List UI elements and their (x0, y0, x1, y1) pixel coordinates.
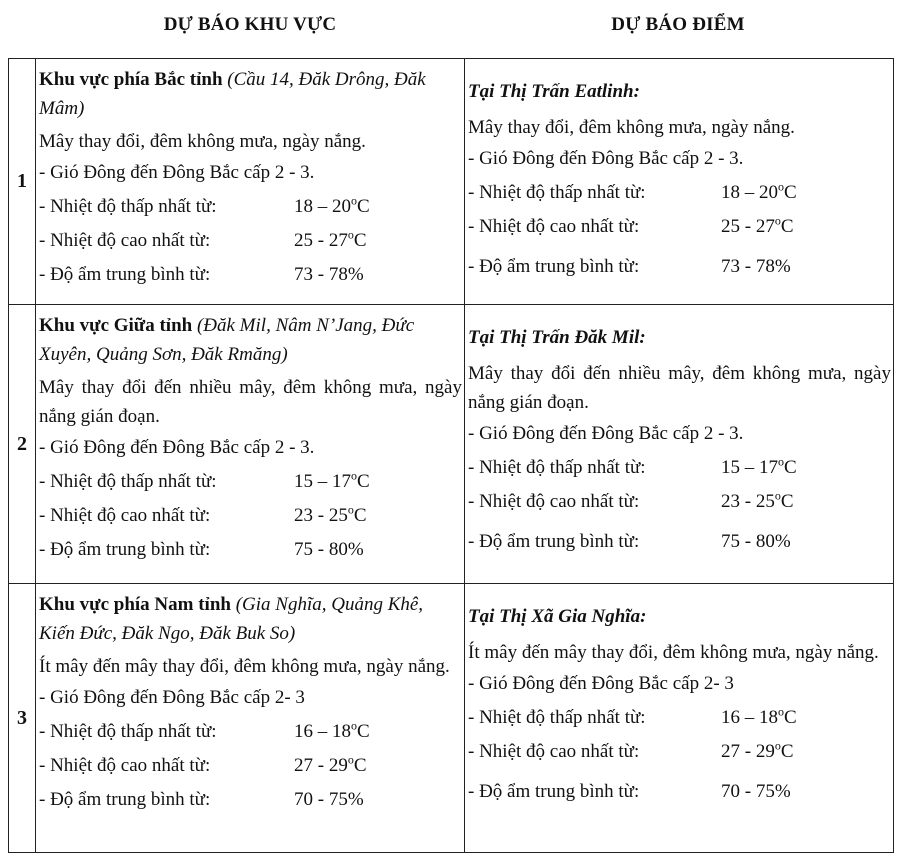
wind-line: - Gió Đông đến Đông Bắc cấp 2 - 3. (39, 437, 315, 458)
humidity-label: - Độ ẩm trung bình từ: (39, 264, 211, 285)
min-temp-line (39, 715, 462, 749)
max-temp-label: - Nhiệt độ cao nhất từ: (468, 741, 640, 762)
humidity-line (39, 533, 462, 567)
region-title (39, 590, 462, 648)
wind-line: - Gió Đông đến Đông Bắc cấp 2 - 3. (468, 148, 744, 169)
sky-description: Mây thay đổi, đêm không mưa, ngày nắng. (39, 131, 366, 152)
min-temp-line (468, 176, 891, 210)
min-temp-value: 16 – 18$^o$C (294, 718, 370, 742)
sky-description: Ít mây đến mây thay đổi, đêm không mưa, ngày nắng. (39, 656, 450, 677)
sky-description: Mây thay đổi đến nhiều mây, đêm không mưa, ngày nắng gián đoạn. (468, 363, 891, 413)
humidity-label: - Độ ẩm trung bình từ: (468, 531, 640, 552)
location-title: Tại Thị Trấn Đăk Mil: (468, 327, 646, 348)
point-forecast-cell (465, 305, 894, 584)
max-temp-line (39, 499, 462, 533)
region-title (39, 65, 462, 123)
forecast-table (8, 58, 894, 853)
max-temp-value: 25 - 27$^o$C (294, 227, 367, 251)
min-temp-label: - Nhiệt độ thấp nhất từ: (468, 457, 646, 478)
max-temp-value: 27 - 29$^o$C (721, 738, 794, 762)
region-name: Khu vực phía Nam tỉnh (39, 594, 231, 615)
min-temp-line (468, 451, 891, 485)
min-temp-label: - Nhiệt độ thấp nhất từ: (39, 471, 217, 492)
humidity-line (468, 769, 891, 809)
max-temp-value: 23 - 25$^o$C (721, 488, 794, 512)
humidity-label: - Độ ẩm trung bình từ: (468, 256, 640, 277)
max-temp-label: - Nhiệt độ cao nhất từ: (468, 491, 640, 512)
max-temp-value: 25 - 27$^o$C (721, 213, 794, 237)
max-temp-line (39, 224, 462, 258)
min-temp-line (468, 701, 891, 735)
region-name: Khu vực Giữa tỉnh (39, 315, 193, 336)
humidity-line (39, 783, 462, 817)
humidity-label: - Độ ẩm trung bình từ: (468, 781, 640, 802)
location-title: Tại Thị Trấn Eatlinh: (468, 81, 640, 102)
min-temp-value: 18 – 20$^o$C (721, 179, 797, 203)
sky-description: Mây thay đổi đến nhiều mây, đêm không mưa, ngày nắng gián đoạn. (39, 377, 462, 427)
min-temp-line (39, 465, 462, 499)
sky-description: Mây thay đổi, đêm không mưa, ngày nắng. (468, 117, 795, 138)
humidity-value: 73 - 78% (294, 264, 364, 285)
humidity-value: 75 - 80% (294, 539, 364, 560)
region-title (39, 311, 462, 369)
humidity-label: - Độ ẩm trung bình từ: (39, 789, 211, 810)
sky-description: Ít mây đến mây thay đổi, đêm không mưa, ngày nắng. (468, 642, 879, 663)
area-forecast-cell (36, 305, 465, 584)
wind-line: - Gió Đông đến Đông Bắc cấp 2- 3 (39, 687, 305, 708)
min-temp-value: 15 – 17$^o$C (294, 468, 370, 492)
max-temp-line (468, 210, 891, 244)
min-temp-line (39, 190, 462, 224)
point-forecast-header: DỰ BÁO ĐIỂM (611, 14, 745, 35)
max-temp-label: - Nhiệt độ cao nhất từ: (39, 755, 211, 776)
humidity-value: 75 - 80% (721, 531, 791, 552)
max-temp-value: 27 - 29$^o$C (294, 752, 367, 776)
table-row (9, 59, 894, 305)
humidity-value: 70 - 75% (294, 789, 364, 810)
point-forecast-cell (465, 584, 894, 853)
area-forecast-cell (36, 59, 465, 305)
min-temp-label: - Nhiệt độ thấp nhất từ: (468, 182, 646, 203)
wind-line: - Gió Đông đến Đông Bắc cấp 2 - 3. (468, 423, 744, 444)
point-forecast-cell (465, 59, 894, 305)
min-temp-value: 15 – 17$^o$C (721, 454, 797, 478)
table-headers (0, 14, 900, 48)
region-districts: (Đăk Mil, Nâm N’Jang, Đức Xuyên, Quảng Sơn, Đăk Rmăng) (39, 315, 415, 365)
min-temp-label: - Nhiệt độ thấp nhất từ: (468, 707, 646, 728)
min-temp-label: - Nhiệt độ thấp nhất từ: (39, 721, 217, 742)
region-districts: (Gia Nghĩa, Quảng Khê, Kiến Đức, Đăk Ngo, Đăk Buk So) (39, 594, 424, 644)
location-title: Tại Thị Xã Gia Nghĩa: (468, 606, 647, 627)
max-temp-label: - Nhiệt độ cao nhất từ: (39, 505, 211, 526)
max-temp-value: 23 - 25$^o$C (294, 502, 367, 526)
max-temp-label: - Nhiệt độ cao nhất từ: (39, 230, 211, 251)
max-temp-line (468, 485, 891, 519)
region-districts: (Cầu 14, Đăk Drông, Đăk Mâm) (39, 69, 426, 119)
max-temp-line (39, 749, 462, 783)
humidity-line (39, 258, 462, 292)
humidity-line (468, 244, 891, 284)
row-number: 1 (9, 59, 36, 305)
wind-line: - Gió Đông đến Đông Bắc cấp 2- 3 (468, 673, 734, 694)
min-temp-value: 18 – 20$^o$C (294, 193, 370, 217)
min-temp-label: - Nhiệt độ thấp nhất từ: (39, 196, 217, 217)
min-temp-value: 16 – 18$^o$C (721, 704, 797, 728)
area-forecast-cell (36, 584, 465, 853)
area-forecast-header: DỰ BÁO KHU VỰC (163, 14, 337, 35)
row-number: 3 (9, 584, 36, 853)
humidity-line (468, 519, 891, 559)
wind-line: - Gió Đông đến Đông Bắc cấp 2 - 3. (39, 162, 315, 183)
row-number: 2 (9, 305, 36, 584)
max-temp-label: - Nhiệt độ cao nhất từ: (468, 216, 640, 237)
humidity-label: - Độ ẩm trung bình từ: (39, 539, 211, 560)
humidity-value: 73 - 78% (721, 256, 791, 277)
max-temp-line (468, 735, 891, 769)
region-name: Khu vực phía Bắc tỉnh (39, 69, 223, 90)
table-row (9, 584, 894, 853)
humidity-value: 70 - 75% (721, 781, 791, 802)
table-row (9, 305, 894, 584)
